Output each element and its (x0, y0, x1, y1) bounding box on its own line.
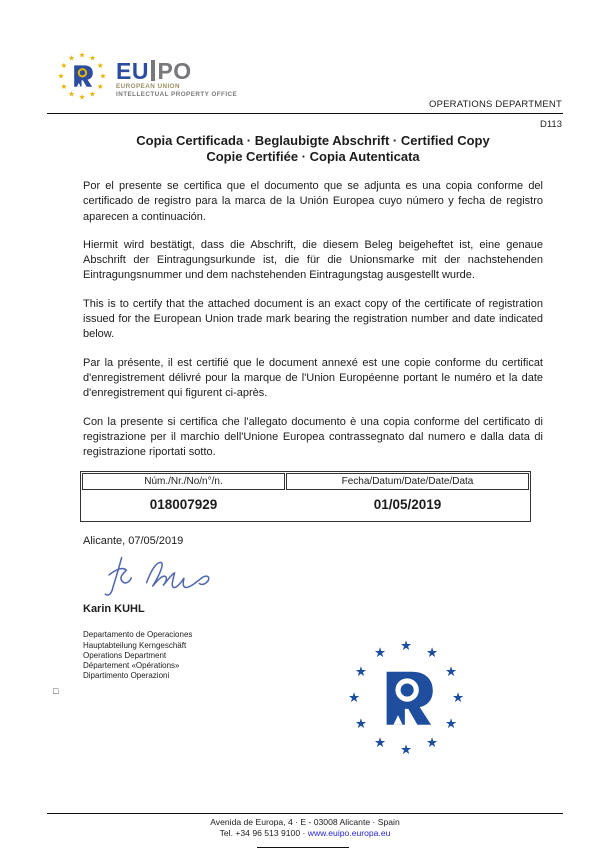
department-names-list (83, 630, 543, 681)
document-code: D113 (539, 119, 562, 130)
empty-box-glyph: □ (53, 686, 59, 697)
department-name-es: Departamento de Operaciones (83, 630, 193, 640)
signer-name: Karin KUHL (83, 603, 145, 616)
certification-paragraph-fr: Par la présente, il est certifié que le document annexé est une copie conforme du certificat d'enregistrement délivré pour la marque de l'Union Européenne portant le numéro et la date d'enregistrement qui figurent ci-après. (83, 356, 543, 400)
registration-table-value-row (82, 491, 529, 520)
header-divider (47, 113, 563, 114)
department-name-en: Operations Department (83, 650, 167, 660)
logo-tagline-ipo: INTELLECTUAL PROPERTY OFFICE (116, 91, 238, 98)
logo-po-label: PO (157, 57, 192, 84)
certification-paragraph-en: This is to certify that the attached document is an exact copy of the certificate of registration issued for the European Union trade mark bearing the registration number and date indicated below. (83, 297, 543, 341)
euipo-logo (56, 48, 237, 104)
logo-letter-i-bar (151, 60, 155, 81)
logo-eu-label: EU (116, 57, 149, 84)
place-and-date: Alicante, 07/05/2019 (83, 535, 184, 548)
footer-website-link[interactable]: www.euipo.europa.eu (307, 828, 391, 838)
registration-date-value: 01/05/2019 (373, 497, 442, 513)
department-name-fr: Département «Opérations» (83, 661, 180, 671)
department-label: OPERATIONS DEPARTMENT (429, 99, 562, 110)
footer-phone: Tel. +34 96 513 9100 · (219, 828, 306, 838)
euipo-seal (348, 641, 464, 755)
footer (0, 817, 610, 839)
registration-table (80, 471, 531, 522)
euipo-logo-text (116, 54, 237, 98)
title-line-1: Copia Certificada · Beglaubigte Abschrift · Certified Copy (136, 133, 490, 148)
certification-paragraph-de: Hiermit wird bestätigt, dass die Abschrift, die diesem Beleg beigeheftet ist, eine genaue Abschrift der Eintragungsurkunde ist, die für die Unionsmarke mit der nachstehenden Eintragungsnummer und dem nachstehenden Eintragungstag ausgestellt wurde. (83, 238, 543, 282)
handwritten-signature (95, 549, 227, 599)
euipo-logo-mark (56, 48, 108, 104)
logo-tagline-european-union: EUROPEAN UNION (116, 83, 181, 90)
footer-short-rule (257, 847, 349, 848)
footer-contact-line (0, 828, 610, 839)
certification-paragraph-es: Por el presente se certifica que el documento que se adjunta es una copia conforme del certificado de registro para la marca de la Unión Europea cuyo número y fecha de registro aparecen a continuación. (83, 180, 543, 223)
euipo-wordmark (116, 57, 237, 84)
title-line-2: Copie Certifiée · Copia Autenticata (206, 148, 420, 164)
document-title (83, 133, 543, 164)
seal-r-trademark-icon (378, 670, 435, 727)
registration-number-value: 018007929 (149, 497, 218, 513)
registration-table-header-row (82, 473, 529, 490)
footer-address: Avenida de Europa, 4 · E - 03008 Alicante · Spain (210, 817, 400, 827)
footer-divider (47, 813, 563, 814)
certification-paragraph-it: Con la presente si certifica che l'allegato documento è una copia conforme del certificato di registrazione per il marchio dell'Unione Europea contrassegnato dal numero e dalla data di registrazione riportati sotto. (83, 415, 543, 459)
document-body (53, 133, 543, 699)
registration-date-header: Fecha/Datum/Date/Date/Data (286, 473, 529, 490)
euipo-r-trademark-icon (71, 65, 94, 88)
registration-number-header: Núm./Nr./No/n°/n. (82, 473, 285, 490)
department-name-de: Hauptabteilung Kerngeschäft (83, 640, 187, 650)
department-name-it: Dipartimento Operazioni (83, 671, 170, 681)
